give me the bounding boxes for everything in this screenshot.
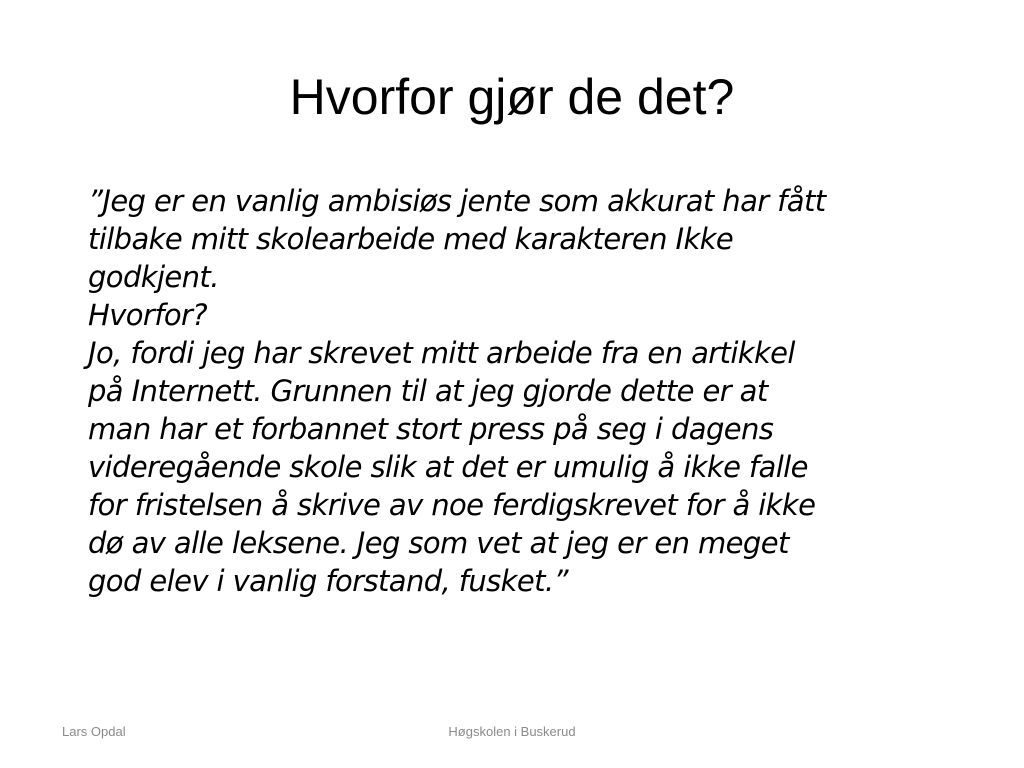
footer-institution: Høgskolen i Buskerud [448,724,576,739]
quote-line: videregående skole slik at det er umulig å ikke falle [88,450,808,484]
quote-line: Hvorfor? [88,298,208,332]
quote-line: på Internett. Grunnen til at jeg gjorde dette er at [88,374,768,408]
quote-line: dø av alle leksene. Jeg som vet at jeg er en meget [88,526,789,560]
quote-line: ”Jeg er en vanlig ambisiøs jente som akkurat har fått [88,184,826,218]
slide-title: Hvorfor gjør de det? [289,69,735,125]
quote-line: tilbake mitt skolearbeide med karakteren Ikke [88,222,734,256]
quote-line: god elev i vanlig forstand, fusket.” [88,564,568,598]
footer-author: Lars Opdal [62,724,126,739]
quote-body [88,182,958,600]
quote-line: for fristelsen å skrive av noe ferdigskrevet for å ikke [88,488,816,522]
quote-line: Jo, fordi jeg har skrevet mitt arbeide fra en artikkel [88,336,795,370]
quote-line: godkjent. [88,260,219,294]
quote-line: man har et forbannet stort press på seg i dagens [88,412,774,446]
